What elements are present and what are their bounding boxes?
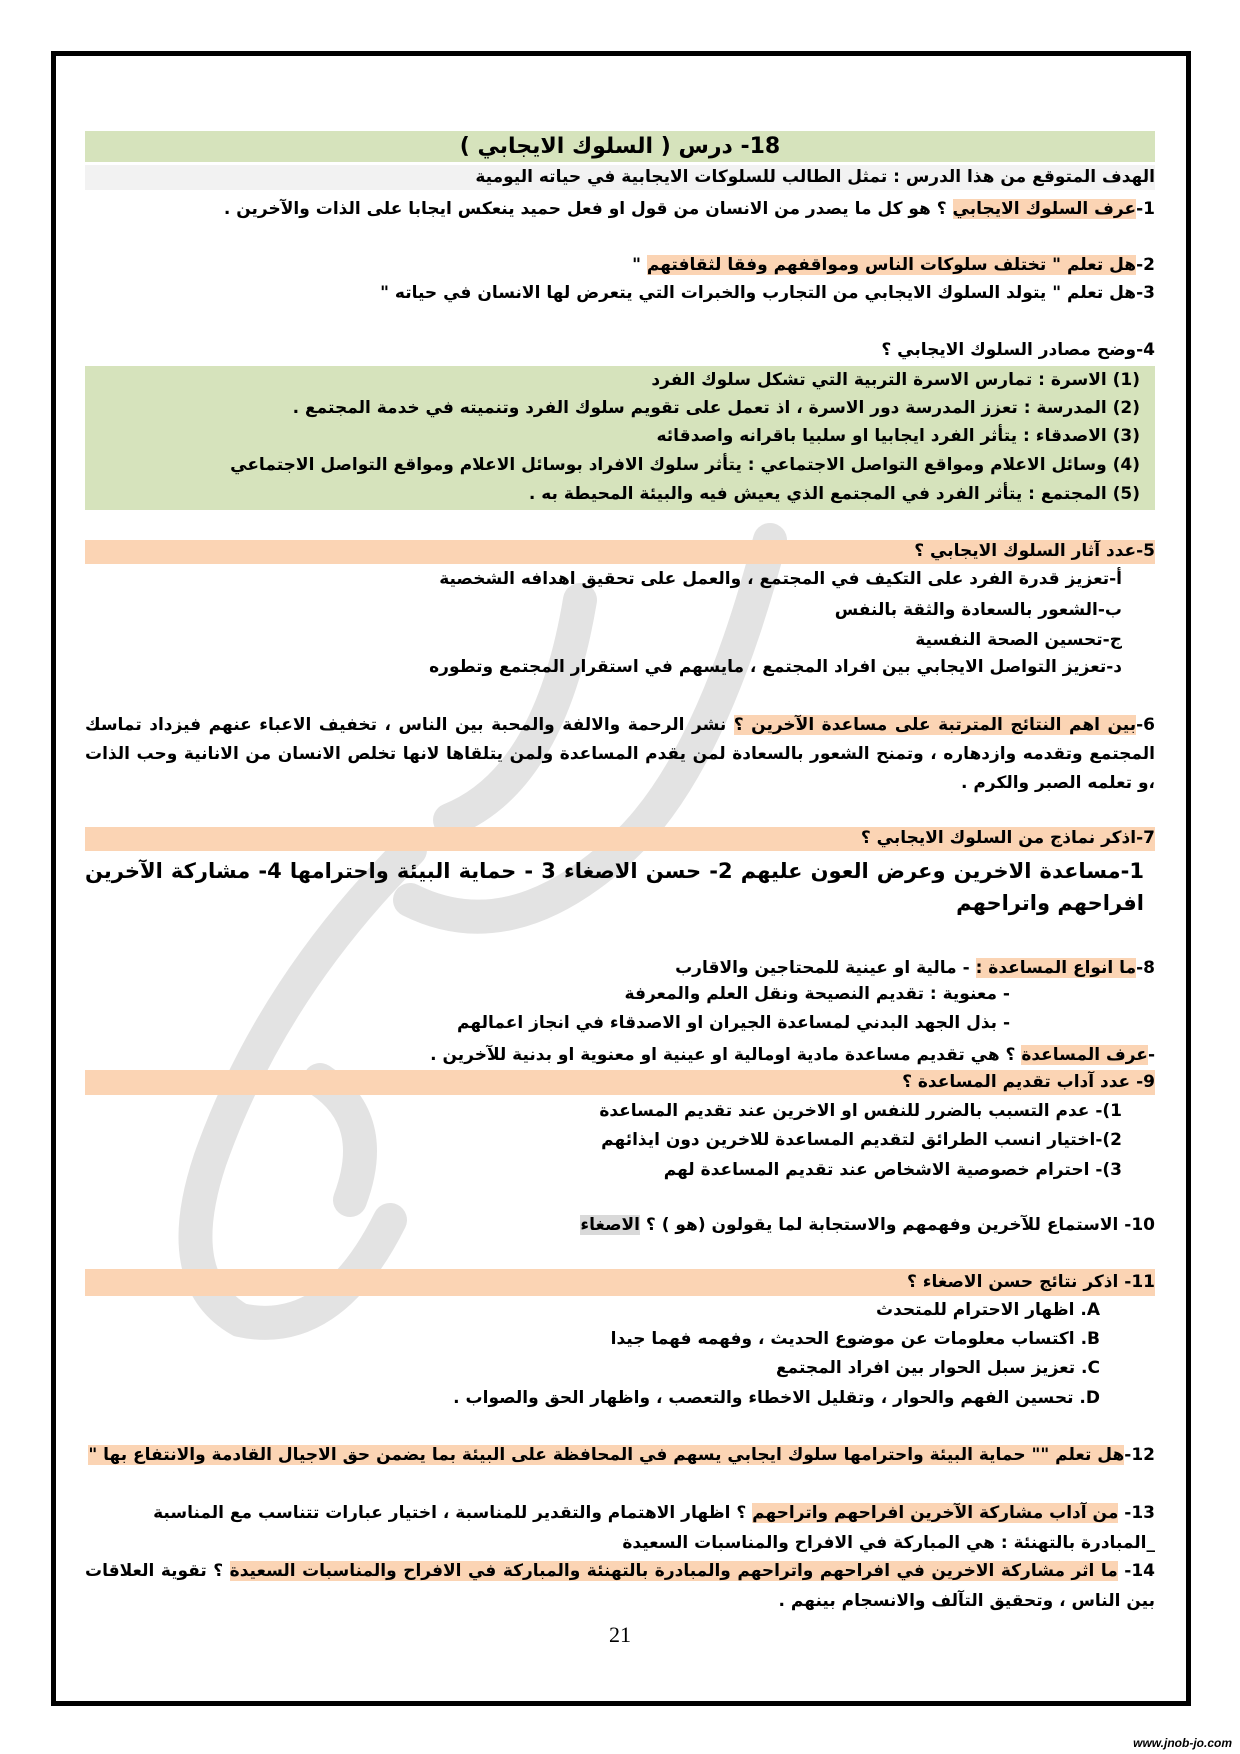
question-12 xyxy=(88,1442,1155,1468)
listening-result xyxy=(776,1355,1100,1381)
q-num: 6- xyxy=(1136,715,1155,735)
lesson-title: 18- درس ( السلوك الايجابي ) xyxy=(459,134,781,159)
question-13 xyxy=(153,1500,1155,1526)
q-num: 1- xyxy=(1136,199,1155,219)
q-num: 14- xyxy=(1117,1561,1155,1581)
question-7: 7-اذكر نماذج من السلوك الايجابي ؟ xyxy=(860,828,1155,848)
dash: - xyxy=(1147,1045,1155,1065)
question-10 xyxy=(580,1212,1155,1238)
source-item: (4) وسائل الاعلام ومواقع التواصل الاجتماعي : يتأثر سلوك الافراد بوسائل الاعلام ومواقع التواصل الاجتماعي xyxy=(230,455,1140,475)
item-label: D. xyxy=(1079,1388,1100,1408)
q-highlight: ما انواع المساعدة : xyxy=(975,958,1137,978)
q-num: 2- xyxy=(1136,255,1155,275)
help-type: - معنوية : تقديم النصيحة ونقل العلم والمعرفة xyxy=(624,984,1010,1004)
etiquette-item: 2)-اختيار انسب الطرائق لتقديم المساعدة للاخرين دون ايذائهم xyxy=(601,1130,1122,1150)
lesson-goal: الهدف المتوقع من هذا الدرس : تمثل الطالب للسلوكات الايجابية في حياته اليومية xyxy=(475,167,1155,187)
etiquette-item: 1)- عدم التسبب بالضرر للنفس او الاخرين عند تقديم المساعدة xyxy=(599,1101,1122,1121)
q-answer: ؟ تقوية العلاقات بين الناس ، وتحقيق التآلف والانسجام بينهم . xyxy=(85,1561,1155,1611)
q-rest: " xyxy=(632,255,647,275)
models-answer: 1-مساعدة الاخرين وعرض العون عليهم 2- حسن الاصغاء 3 - حماية البيئة واحترامها 4- مشاركة الآخرين افراحهم واتراحهم xyxy=(85,859,1145,915)
listening-result xyxy=(453,1385,1100,1411)
q-answer: ؟ هي تقديم مساعدة مادية اومالية او عينية او معنوية او بدنية للآخرين . xyxy=(430,1045,1022,1065)
source-item: (1) الاسرة : تمارس الاسرة التربية التي تشكل سلوك الفرد xyxy=(651,370,1140,390)
q-highlight: عرف المساعدة xyxy=(1021,1045,1148,1065)
question-2 xyxy=(632,252,1155,278)
q-highlight: بين اهم النتائج المترتبة على مساعدة الآخرين ؟ xyxy=(733,715,1137,735)
question-8 xyxy=(675,955,1155,981)
q-num: 13- xyxy=(1118,1503,1155,1523)
listening-result xyxy=(611,1326,1100,1352)
source-item: (5) المجتمع : يتأثر الفرد في المجتمع الذي يعيش فيه والبيئة المحيطة به . xyxy=(528,484,1140,504)
q-highlight: عرف السلوك الايجابي xyxy=(952,199,1137,219)
q-answer: نشر الرحمة والالفة والمحبة بين الناس ، تخفيف الاعباء عنهم فيزداد تماسك المجتمع وتقدمه وازدهاره ، وتمنح الشعور بالسعادة لمن يقدم المساعدة ولمن يتلقاها لانها تخلص الانسان من الانانية وحب الذات ،و تعلمه الصبر والكرم . xyxy=(85,715,1155,793)
page-number: 21 xyxy=(609,1622,631,1647)
define-help xyxy=(430,1042,1155,1068)
listening-result xyxy=(876,1297,1100,1323)
item-text: اكتساب معلومات عن موضوع الحديث ، وفهمه فهما جيدا xyxy=(610,1329,1075,1349)
effect-item: ج-تحسين الصحة النفسية xyxy=(915,630,1122,650)
question-5: 5-عدد آثار السلوك الايجابي ؟ xyxy=(914,541,1155,561)
question-3: 3-هل تعلم " يتولد السلوك الايجابي من التجارب والخبرات التي يتعرض لها الانسان في حياته " xyxy=(380,283,1155,303)
item-text: اظهار الاحترام للمتحدث xyxy=(876,1300,1075,1320)
q-text: 10- الاستماع للآخرين وفهمهم والاستجابة لما يقولون (هو ) ؟ xyxy=(640,1215,1155,1235)
q-num: 8- xyxy=(1136,958,1155,978)
question-4: 4-وضح مصادر السلوك الايجابي ؟ xyxy=(881,340,1155,360)
footer-url: www.jnob-jo.com xyxy=(1133,1736,1232,1750)
item-text: تعزيز سبل الحوار بين افراد المجتمع xyxy=(775,1358,1076,1378)
question-1 xyxy=(224,196,1155,222)
help-type: - بذل الجهد البدني لمساعدة الجيران او الاصدقاء في انجاز اعمالهم xyxy=(457,1013,1010,1033)
q-highlight: ما اثر مشاركة الاخرين في افراحهم واتراحهم والمبادرة بالتهنئة والمباركة في الافراح والمناسبات السعيدة xyxy=(229,1561,1118,1581)
question-9: 9- عدد آداب تقديم المساعدة ؟ xyxy=(902,1072,1155,1092)
question-14 xyxy=(85,1556,1155,1616)
etiquette-item: 3)- احترام خصوصية الاشخاص عند تقديم المساعدة لهم xyxy=(663,1160,1122,1180)
effect-item: د-تعزيز التواصل الايجابي بين افراد المجتمع ، مايسهم في استقرار المجتمع وتطوره xyxy=(429,657,1122,677)
question-6 xyxy=(85,711,1155,798)
effect-item: ب-الشعور بالسعادة والثقة بالنفس xyxy=(834,600,1122,620)
item-label: A. xyxy=(1080,1300,1100,1320)
source-item: (2) المدرسة : تعزز المدرسة دور الاسرة ، اذ تعمل على تقويم سلوك الفرد وتنميته في خدمة المجتمع . xyxy=(292,398,1140,418)
q-answer: ؟ اظهار الاهتمام والتقدير للمناسبة ، اختيار عبارات تتناسب مع المناسبة xyxy=(153,1503,753,1523)
question-11: 11- اذكر نتائج حسن الاصغاء ؟ xyxy=(907,1272,1155,1292)
q-highlight: هل تعلم "" حماية البيئة واحترامها سلوك ايجابي يسهم في المحافظة على البيئة بما يضمن حق الاجيال القادمة والانتفاع بها " xyxy=(88,1445,1125,1465)
item-label: B. xyxy=(1080,1329,1100,1349)
q-highlight: هل تعلم " تختلف سلوكات الناس ومواقفهم وفقا لثقافتهم xyxy=(646,255,1137,275)
item-label: C. xyxy=(1081,1358,1100,1378)
congratulation-definition: _المبادرة بالتهنئة : هي المباركة في الافراح والمناسبات السعيدة xyxy=(622,1533,1155,1553)
q-highlight: من آداب مشاركة الآخرين افراحهم واتراحهم xyxy=(752,1503,1119,1523)
help-type: - مالية او عينية للمحتاجين والاقارب xyxy=(675,958,976,978)
item-text: تحسين الفهم والحوار ، وتقليل الاخطاء والتعصب ، واظهار الحق والصواب . xyxy=(453,1388,1074,1408)
q-answer: ؟ هو كل ما يصدر من الانسان من قول او فعل حميد ينعكس ايجابا على الذات والآخرين . xyxy=(223,199,953,219)
effect-item: أ-تعزيز قدرة الفرد على التكيف في المجتمع ، والعمل على تحقيق اهدافه الشخصية xyxy=(439,569,1122,589)
source-item: (3) الاصدقاء : يتأثر الفرد ايجابيا او سلبيا باقرانه واصدقائه xyxy=(656,426,1140,446)
q-num: 12- xyxy=(1124,1445,1155,1465)
q-answer: الاصغاء xyxy=(580,1215,640,1235)
